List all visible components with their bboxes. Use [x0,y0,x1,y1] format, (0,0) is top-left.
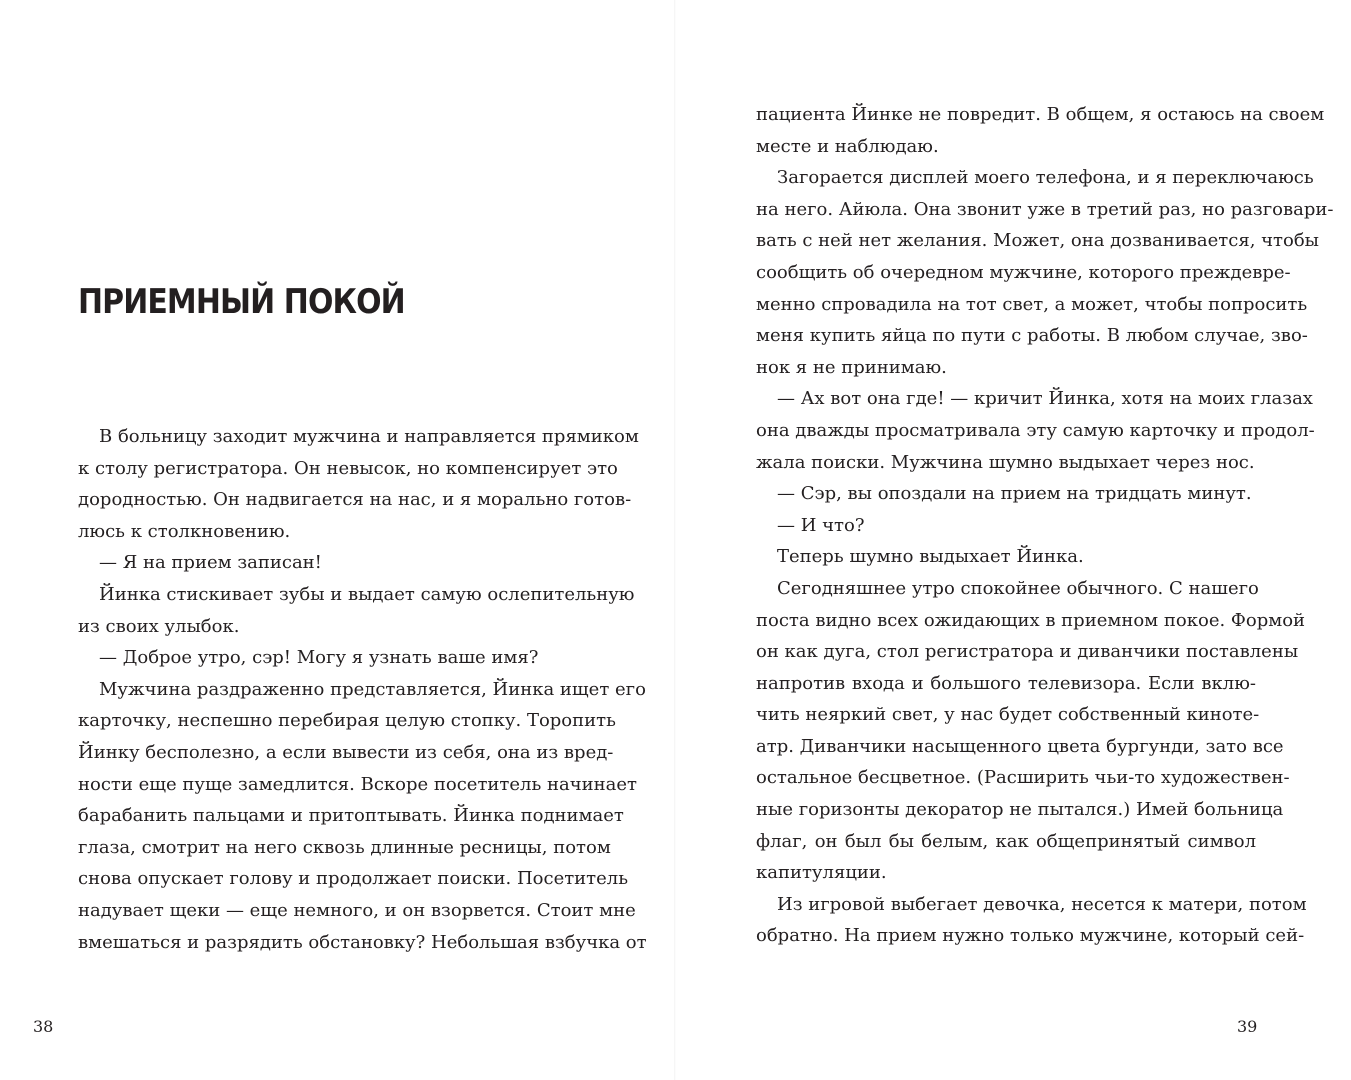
text-line: дородностью. Он надвигается на нас, и я морально готов- [78,489,632,511]
text-line: сообщить об очередном мужчине, которого преждевре- [756,261,1291,283]
text-line: остальное бесцветное. (Расширить чьи-то художествен- [756,767,1290,789]
text-line: барабанить пальцами и притоптывать. Йинка поднимает [78,805,624,827]
text-line: чить неяркий свет, у нас будет собственный кинотe- [756,704,1260,726]
text-line: ные горизонты декоратор не пытался.) Имей больница [756,799,1284,821]
text-line: снова опускает голову и продолжает поиски. Посетитель [78,868,629,890]
right-page [676,0,1351,1080]
text-line: поста видно всех ожидающих в приемном покое. Формой [756,609,1306,631]
text-line: — Я на прием записан! [99,552,322,574]
text-line: Загорается дисплей моего телефона, и я переключаюсь [777,167,1314,189]
text-line: меня купить яйца по пути с работы. В любом случае, зво- [756,325,1308,347]
text-line: Из игровой выбегает девочка, несется к матери, потом [777,893,1307,915]
text-line: менно спровадила на тот свет, а может, чтобы попросить [756,293,1308,315]
text-line: капитуляции. [756,862,887,884]
text-line: вмешаться и разрядить обстановку? Небольшая взбучка от [78,931,647,953]
text-line: — И что? [777,514,865,536]
text-line: карточку, неспешно перебирая целую стопку. Торопить [78,710,616,732]
text-line: обратно. На прием нужно только мужчине, который сей- [756,925,1305,947]
text-line: из своих улыбок. [78,615,240,637]
text-line: месте и наблюдаю. [756,135,939,157]
text-line: он как дуга, стол регистратора и диванчики поставлены [756,641,1299,663]
text-line: Мужчина раздраженно представляется, Йинка ищет его [99,678,646,700]
right-page-text [756,99,1334,952]
text-line: глаза, смотрит на него сквозь длинные ресницы, потом [78,836,611,858]
chapter-title: ПРИЕМНЫЙ ПОКОЙ [78,282,405,322]
text-line: напротив входа и большого телевизора. Если вклю- [756,672,1256,694]
text-line: Теперь шумно выдыхает Йинка. [777,546,1084,568]
text-line: к столу регистратора. Он невысок, но компенсирует это [78,457,618,479]
text-line: Йинка стискивает зубы и выдает самую ослепительную [99,583,635,605]
text-line: жала поиски. Мужчина шумно выдыхает через нос. [756,451,1255,473]
text-line: люсь к столкновению. [78,520,291,542]
text-line: — Доброе утро, сэр! Могу я узнать ваше имя? [99,647,539,669]
text-line: Сегодняшнее утро спокойнее обычного. С нашего [777,577,1259,599]
text-line: — Ах вот она где! — кричит Йинка, хотя на моих глазах [777,388,1313,410]
page-number-left: 38 [33,1017,54,1036]
text-line: — Сэр, вы опоздали на прием на тридцать минут. [777,483,1252,505]
text-line: атр. Диванчики насыщенного цвета бургунди, зато все [756,735,1284,757]
text-line: она дважды просматривала эту самую карточку и продол- [756,419,1315,441]
left-page-text [78,421,647,958]
text-line: В больницу заходит мужчина и направляется прямиком [99,426,639,447]
text-line: надувает щеки — еще немного, и он взорвется. Стоит мне [78,899,636,921]
text-line: ности еще пуще замедлится. Вскоре посетитель начинает [78,773,637,795]
text-line: вать с ней нет желания. Может, она дозванивается, чтобы [756,230,1319,252]
text-line: флаг, он был бы белым, как общепринятый символ [756,830,1256,852]
text-line: пациента Йинке не повредит. В общем, я остаюсь на своем [756,104,1325,125]
left-page [0,0,675,1080]
text-line: нок я не принимаю. [756,356,947,378]
text-line: Йинку бесполезно, а если вывести из себя, она из вред- [78,741,614,763]
text-line: на него. Айюла. Она звонит уже в третий раз, но разговари- [756,198,1334,220]
page-number-right: 39 [1237,1017,1258,1036]
